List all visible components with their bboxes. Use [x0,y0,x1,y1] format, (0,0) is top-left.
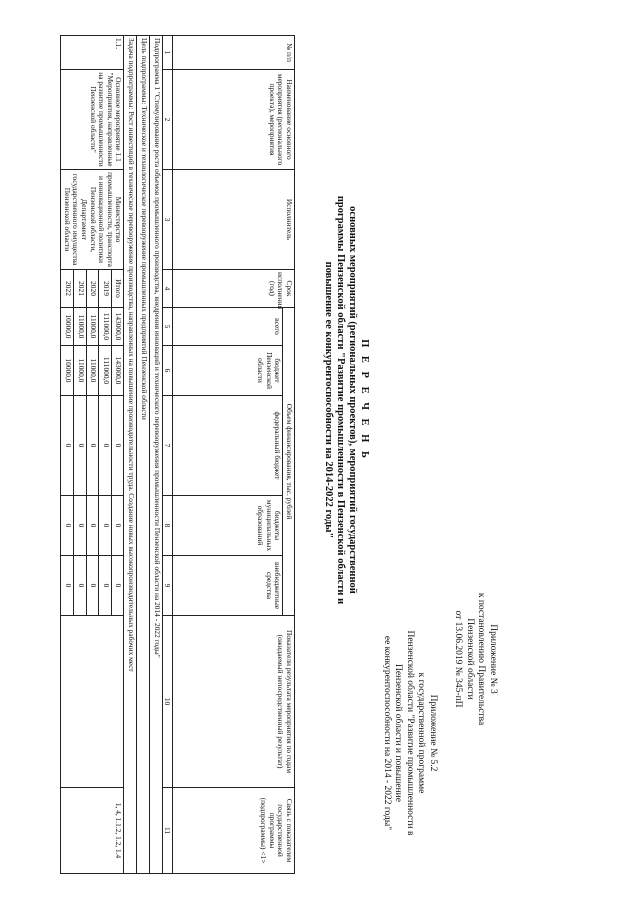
column-number: 9 [163,555,173,615]
item-executor: Министерство промышленности, транспорта и инновационной политики Пензенской области, Департамент государственного имущества Пензенской области [61,169,124,269]
heading-line: повышение ее конкурентоспособности на 2014-2022 годы" [323,261,334,538]
document-page [20,23,620,883]
row-federal: 0 [86,395,99,495]
header-total: всего [173,307,283,345]
row-municipal: 0 [61,495,74,555]
row-results [61,615,124,787]
header-funding: Объем финансирования, тыс. рублей [283,307,295,615]
row-year: 2019 [99,269,112,307]
row-extra: 0 [86,555,99,615]
header-link: Связь с показателем государственной программы (подпрограммы) <1> [173,787,295,873]
row-year: 2022 [61,269,74,307]
row-total: 11000,0 [86,307,99,345]
row-municipal: 0 [99,495,112,555]
item-number: 1.1. [61,35,124,69]
goal-row [137,35,150,873]
header-municipal: бюджеты муниципальных образований [173,495,283,555]
row-municipal: 0 [111,495,124,555]
appendix-block-resolution [452,519,498,799]
row-extra: 0 [61,555,74,615]
row-federal: 0 [99,395,112,495]
appendix-line: от 13.06.2019 № 345-пП [453,609,464,708]
column-number-row [163,35,173,873]
column-number: 10 [163,615,173,787]
appendix-line: Пензенской области и повышение [393,663,404,802]
appendix-line: Пензенской области [465,617,475,700]
column-number: 4 [163,269,173,307]
column-number: 11 [163,787,173,873]
row-municipal: 0 [73,495,86,555]
task-row [124,35,137,873]
subprogram-task: Задача подпрограммы: Рост инвестиций в техническое перевооружение производства, направленных на повышение производительности труда. Создание новых высокопроизводительных рабочих мест [124,35,137,873]
row-year: 2021 [73,269,86,307]
header-term: Срок исполнения (год) [173,269,295,307]
row-federal: 0 [61,395,74,495]
item-name: Основное мероприятие 1.1 "Мероприятия, направленные на развитие промышленности Пензенской области" [61,69,124,169]
appendix-block-program [381,583,439,883]
subprogram-goal: Цель подпрограммы: Техническое и технологическое перевооружение промышленных предприятий Пензенской области [137,35,150,873]
item-link: 1, 4, 1.1.2, 1.2, 1.4 [61,787,124,873]
subprogram-title: Подпрограмма 1 "Стимулирование роста объемов промышленного производства, внедрения инноваций и технического перевооружения промышленности Пензенской области на 2014 - 2022 годы" [150,35,163,873]
row-regional: 143000,0 [111,345,124,395]
appendix-line: к государственной программе [416,672,427,793]
appendix-line: Приложение № 3 [488,623,498,694]
header-results: Показатели результата мероприятия по годам (ожидаемый непосредственный результат) [173,615,295,787]
header-row [283,35,295,873]
column-number: 6 [163,345,173,395]
row-regional: 10000,0 [61,345,74,395]
document-heading [322,105,370,695]
header-federal: федеральный бюджет [173,395,283,495]
header-executor: Исполнитель [173,169,295,269]
column-number: 2 [163,69,173,169]
row-year: 2020 [86,269,99,307]
column-number: 5 [163,307,173,345]
row-total: 10000,0 [61,307,74,345]
row-extra: 0 [111,555,124,615]
header-regional: бюджет Пензенской области [173,345,283,395]
row-total: 143000,0 [111,307,124,345]
row-total: 111000,0 [99,307,112,345]
row-municipal: 0 [86,495,99,555]
row-regional: 11000,0 [86,345,99,395]
column-number: 8 [163,495,173,555]
row-regional: 11000,0 [73,345,86,395]
appendix-line: к постановлению Правительства [476,592,487,725]
measures-table [60,35,295,874]
column-number: 3 [163,169,173,269]
column-number: 7 [163,395,173,495]
row-extra: 0 [73,555,86,615]
row-federal: 0 [111,395,124,495]
subprogram-row [150,35,163,873]
row-regional: 111000,0 [99,345,112,395]
appendix-line: ее конкурентоспособности на 2014 - 2022 годы" [382,635,392,830]
heading-line: основных мероприятий (региональных проектов), мероприятий государственной [347,205,358,594]
row-extra: 0 [99,555,112,615]
document-title: П Е Р Е Ч Е Н Ь [359,338,370,461]
table-row [111,35,124,873]
appendix-line: Приложение № 5.2 [428,694,438,771]
heading-line: программы Пензенской области "Развитие промышленности в Пензенской области и [335,195,346,604]
header-name: Наименование основного мероприятия (регионального проекта), мероприятия [173,69,295,169]
header-num: № п/п [173,35,295,69]
header-extrabudget: внебюджетные средства [173,555,283,615]
appendix-line: Пензенской области "Развитие промышленности в [405,630,415,835]
column-number: 1 [163,35,173,69]
row-total: 11000,0 [73,307,86,345]
row-year: Итого [111,269,124,307]
row-federal: 0 [73,395,86,495]
